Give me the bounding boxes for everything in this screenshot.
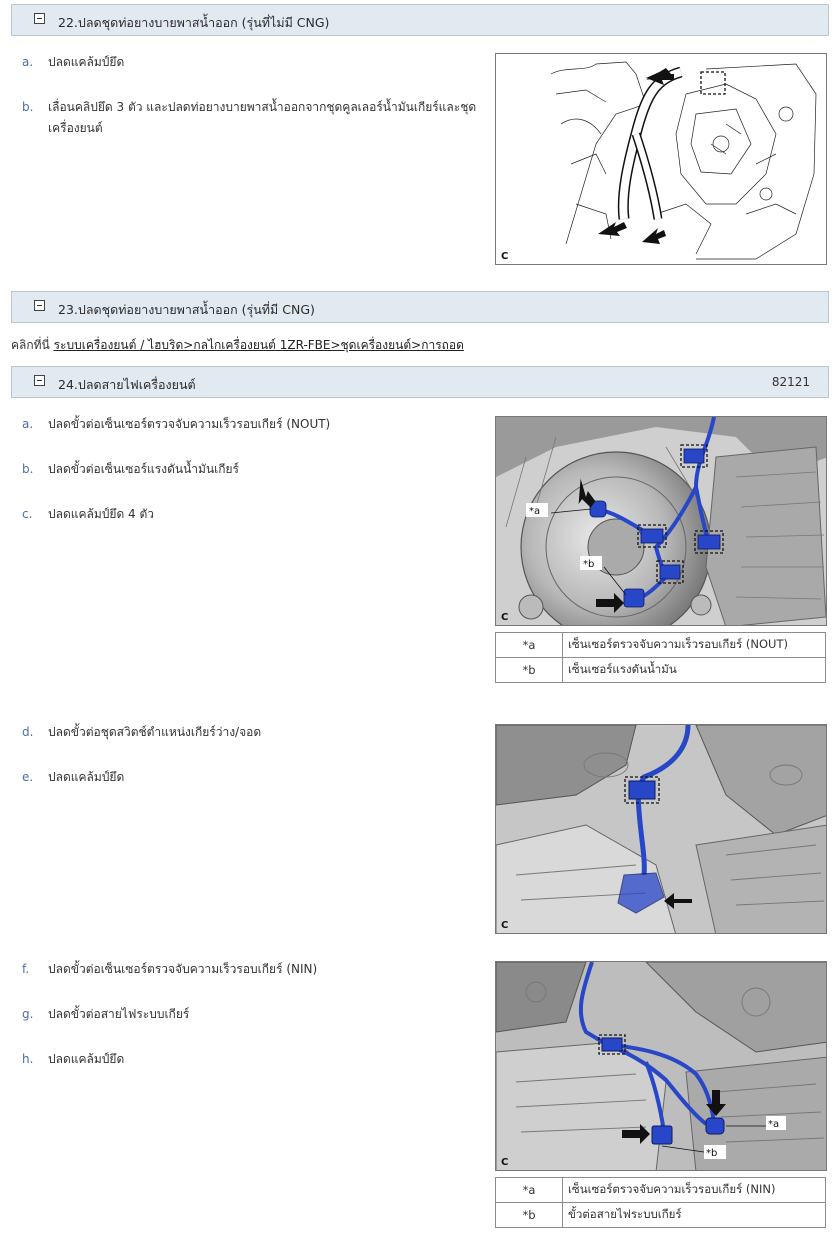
step-label: d.: [22, 725, 34, 739]
legend-key: *b: [496, 1203, 563, 1228]
figure-park-neutral-switch: [495, 724, 827, 934]
step-label: c.: [22, 507, 33, 521]
transmission-photo: [496, 962, 827, 1171]
section-title: 22.ปลดชุดท่อยางบายพาสน้ำออก (รุ่นที่ไม่มี CNG): [58, 15, 330, 30]
reference-link-line: [11, 336, 464, 355]
step-label: a.: [22, 55, 34, 69]
section-code: 82121: [771, 375, 810, 389]
legend-table: [495, 1177, 826, 1228]
step-text: ปลดแคล้มป์ยึด 4 ตัว: [48, 507, 155, 521]
step-label: e.: [22, 770, 34, 784]
link-prefix: คลิกที่นี่: [11, 338, 50, 352]
step-text: ปลดขั้วต่อชุดสวิตช์ตำแหน่งเกียร์ว่าง/จอด: [48, 725, 262, 739]
section-23-header[interactable]: [11, 291, 829, 323]
legend-row: [496, 1178, 826, 1203]
legend-key: *a: [496, 1178, 563, 1203]
step-text: ปลดขั้วต่อสายไฟระบบเกียร์: [48, 1007, 190, 1021]
reference-link[interactable]: ระบบเครื่องยนต์ / ไฮบริด>กลไกเครื่องยนต์ 1ZR-FBE>ชุดเครื่องยนต์>การถอด: [53, 338, 464, 352]
callout-a: *a: [529, 506, 541, 517]
step-text: เลื่อนคลิปยึด 3 ตัว และปลดท่อยางบายพาสน้ำออกจากชุดคูลเลอร์น้ำมันเกียร์และชุดเครื่องยนต์: [48, 100, 477, 135]
figure-nin-sensor: [495, 961, 827, 1171]
legend-row: [496, 1203, 826, 1228]
figure-corner-label: C: [501, 920, 509, 931]
callout-a: *a: [768, 1119, 780, 1130]
step-text: ปลดขั้วต่อเซ็นเซอร์ตรวจจับความเร็วรอบเกียร์ (NIN): [48, 962, 318, 976]
legend-value: ขั้วต่อสายไฟระบบเกียร์: [563, 1203, 826, 1228]
legend-row: [496, 633, 826, 658]
figure-corner-label: C: [501, 612, 509, 623]
collapse-icon[interactable]: [34, 375, 45, 386]
legend-key: *b: [496, 658, 563, 683]
section-24-header[interactable]: [11, 366, 829, 398]
legend-table: [495, 632, 826, 683]
step-label: b.: [22, 462, 34, 476]
step-text: ปลดขั้วต่อเซ็นเซอร์แรงดันน้ำมันเกียร์: [48, 462, 239, 476]
section-22-header[interactable]: [11, 4, 829, 36]
legend-value: เซ็นเซอร์แรงดันน้ำมัน: [563, 658, 826, 683]
step-text: ปลดขั้วต่อเซ็นเซอร์ตรวจจับความเร็วรอบเกียร์ (NOUT): [48, 417, 331, 431]
step-text: ปลดแคล้มป์ยึด: [48, 1052, 125, 1066]
engine-line-drawing: [496, 54, 827, 265]
legend-value: เซ็นเซอร์ตรวจจับความเร็วรอบเกียร์ (NIN): [563, 1178, 826, 1203]
callout-b: *b: [583, 559, 595, 570]
legend-row: [496, 658, 826, 683]
step-label: h.: [22, 1052, 34, 1066]
step-label: b.: [22, 100, 34, 114]
legend-value: เซ็นเซอร์ตรวจจับความเร็วรอบเกียร์ (NOUT): [563, 633, 826, 658]
figure-bypass-hose: [495, 53, 827, 265]
figure-corner-label: C: [501, 251, 509, 262]
step-text: ปลดแคล้มป์ยึด: [48, 55, 125, 69]
transmission-photo: [496, 725, 827, 934]
step-label: f.: [22, 962, 30, 976]
transmission-photo: [496, 417, 827, 626]
step-text: ปลดแคล้มป์ยึด: [48, 770, 125, 784]
legend-key: *a: [496, 633, 563, 658]
section-title: 24.ปลดสายไฟเครื่องยนต์: [58, 377, 196, 392]
step-label: a.: [22, 417, 34, 431]
figure-nout-sensor: [495, 416, 827, 626]
callout-b: *b: [706, 1148, 718, 1159]
figure-corner-label: C: [501, 1157, 509, 1168]
collapse-icon[interactable]: [34, 13, 45, 24]
step-label: g.: [22, 1007, 34, 1021]
collapse-icon[interactable]: [34, 300, 45, 311]
section-title: 23.ปลดชุดท่อยางบายพาสน้ำออก (รุ่นที่มี CNG): [58, 302, 315, 317]
